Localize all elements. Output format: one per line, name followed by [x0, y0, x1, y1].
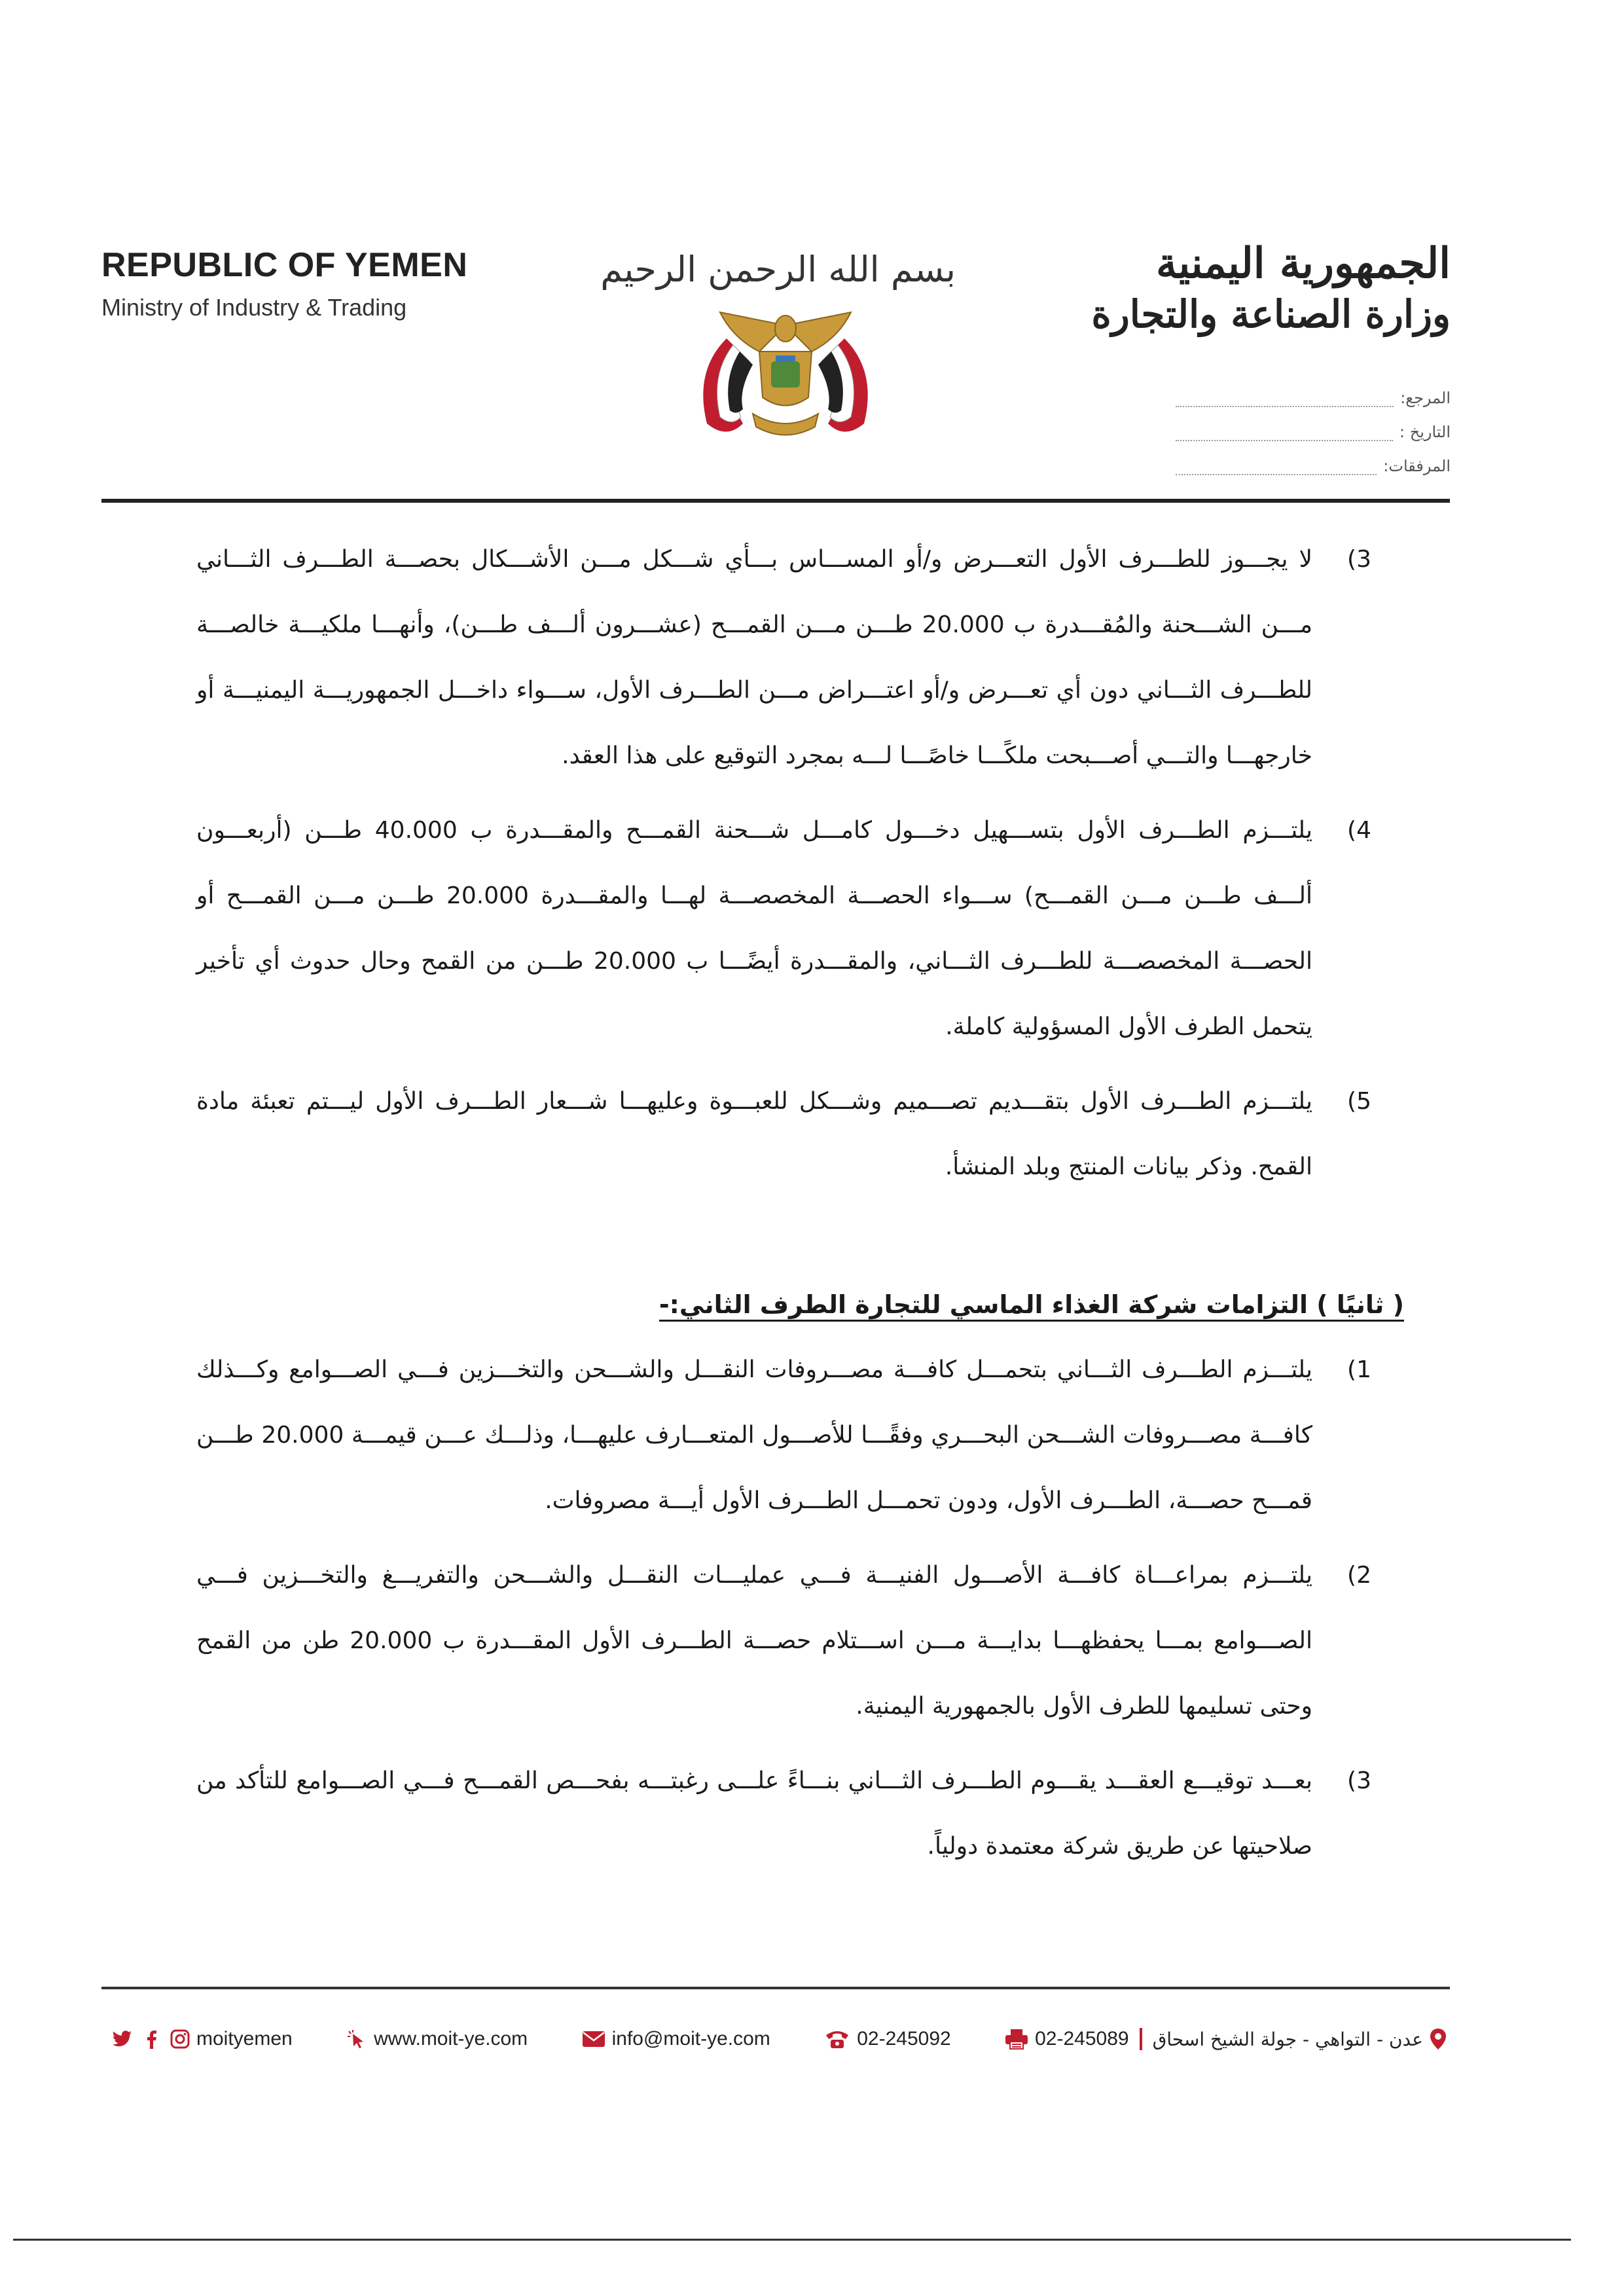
- phone-group: [818, 2028, 950, 2050]
- clause-item: [196, 1337, 1371, 1534]
- instagram-icon[interactable]: [170, 2029, 190, 2049]
- clause-text: لا يجـــوز للطـــرف الأول التعـــرض و/أو المســـاس بـــأي شـــكل مـــن الأشـــكال بحصـــة الطـــرف الثـــاني مـــن الشـــحنة والمُقـــدرة ب 20.000 طـــن مـــن القمـــح (عشـــرون ألـــف طـــن)، وأنهـــا ملكيـــة خالصـــة للطـــرف الثـــاني دون أي تعـــرض و/أو اعتـــراض مـــن الطـــرف الأول، ســـواء داخـــل الجمهوريـــة اليمنيـــة أو خارجهـــا والتـــي أصـــبحت ملكًـــا خاصًـــا لـــه بمجرد التوقيع على هذا العقد.: [196, 546, 1312, 769]
- twitter-icon[interactable]: [111, 2030, 132, 2048]
- facebook-icon[interactable]: [145, 2029, 157, 2049]
- footer-divider: [101, 1987, 1450, 1989]
- clause-text: بعـــد توقيـــع العقـــد يقـــوم الطـــرف الثـــاني بنـــاءً علـــى رغبتـــه بفحـــص القمـــح فـــي الصـــوامع للتأكد من صلاحيتها عن طريق شركة معتمدة دولياً.: [196, 1767, 1312, 1860]
- clause-number: 3): [1347, 546, 1371, 573]
- header-divider: [101, 499, 1450, 503]
- letterhead-center: [600, 249, 956, 456]
- email-link[interactable]: info@moit-ye.com: [611, 2028, 770, 2050]
- cursor-icon: [346, 2029, 367, 2050]
- phone-number[interactable]: 02-245092: [857, 2028, 951, 2050]
- clause-text: يلتـــزم الطـــرف الأول بتســـهيل دخـــول كامـــل شـــحنة القمـــح والمقـــدرة ب 40.000 طـــن (أربعـــون ألـــف طـــن مـــن القمـــح) ســـواء الحصـــة المخصصـــة لهـــا والمقـــدرة 20.000 طـــن مـــن القمـــح أو الحصـــة المخصصـــة للطـــرف الثـــاني، والمقـــدرة أيضًـــا ب 20.000 طـــن من القمح وحال حدوث أي تأخير يتحمل الطرف الأول المسؤولية كاملة.: [196, 817, 1313, 1040]
- clause-text: يلتـــزم الطـــرف الثـــاني بتحمـــل كافـــة مصـــروفات النقـــل والشـــحن والتخـــزين فـــي الصـــوامع وكـــذلك كافـــة مصـــروفات الشـــحن البحـــري وفقًـــا للأصـــول المتعـــارف عليهـــا، وذلـــك عـــن قيمـــة 20.000 طـــن قمـــح حصـــة، الطـــرف الأول، ودون تحمـــل الطـــرف الأول أيـــة مصروفات.: [196, 1356, 1313, 1514]
- location-pin-icon: [1430, 2028, 1447, 2050]
- clause-number: 1): [1347, 1356, 1371, 1383]
- ministry-name-ar: وزارة الصناعة والتجارة: [1091, 292, 1451, 336]
- ministry-name-en: Ministry of Industry & Trading: [101, 294, 407, 321]
- clause-item: [196, 1543, 1371, 1739]
- clause-number: 4): [1347, 817, 1371, 844]
- clause-text: يلتـــزم الطـــرف الأول بتقـــديم تصـــميم وشـــكل للعبـــوة وعليهـــا شـــعار الطـــرف الأول ليـــتم تعبئة مادة القمح. وذكر بيانات المنتج وبلد المنشأ.: [196, 1088, 1312, 1180]
- clause-text: يلتـــزم بمراعـــاة كافـــة الأصـــول الفنيـــة فـــي عمليـــات النقـــل والشـــحن والتفريـــغ والتخـــزين فـــي الصـــوامع بمـــا يحفظهـــا بدايـــة مـــن اســـتلام حصـــة الطـــرف الأول المقـــدرة ب 20.000 طن من القمح وحتى تسليمها للطرف الأول بالجمهورية اليمنية.: [196, 1562, 1312, 1720]
- attachments-row: [1176, 441, 1451, 475]
- email-icon: [582, 2031, 605, 2048]
- country-name-ar: الجمهورية اليمنية: [1156, 239, 1451, 288]
- reference-fields: [1176, 373, 1451, 475]
- clause-number: 5): [1347, 1088, 1371, 1115]
- reference-row: [1176, 373, 1451, 407]
- country-name-en: REPUBLIC OF YEMEN: [101, 246, 468, 284]
- footer-separator: [1140, 2028, 1142, 2050]
- clause-item: [196, 798, 1371, 1060]
- date-label: التاريخ :: [1399, 423, 1451, 441]
- fax-group: [998, 2028, 1453, 2050]
- social-handle[interactable]: moityemen: [196, 2028, 293, 2050]
- fax-number[interactable]: 02-245089: [1035, 2028, 1129, 2050]
- social-group: [105, 2028, 293, 2050]
- letterhead-arabic: [1084, 239, 1451, 336]
- email-group: [575, 2028, 770, 2050]
- letterhead-english: [101, 245, 560, 321]
- footer: [105, 2019, 1453, 2059]
- yemen-emblem-icon: [681, 299, 890, 456]
- clause-item: [196, 1748, 1371, 1879]
- basmala: بسم الله الرحمن الرحيم: [600, 249, 956, 290]
- document-body: [196, 527, 1404, 1888]
- attachments-label: المرفقات:: [1383, 457, 1451, 475]
- reference-label: المرجع:: [1400, 389, 1451, 407]
- date-row: [1176, 407, 1451, 441]
- clause-item: [196, 1069, 1371, 1200]
- clause-number: 3): [1347, 1767, 1371, 1794]
- website-link[interactable]: www.moit-ye.com: [374, 2028, 528, 2050]
- page-bottom-line: [13, 2239, 1571, 2241]
- fax-icon: [1005, 2029, 1028, 2050]
- phone-icon: [824, 2029, 850, 2050]
- address-text: عدن - التواهي - جولة الشيخ اسحاق: [1152, 2028, 1423, 2050]
- section-heading: ( ثانيًا ) التزامات شركة الغذاء الماسي للتجارة الطرف الثاني:-: [659, 1290, 1404, 1319]
- clause-number: 2): [1347, 1562, 1371, 1589]
- website-group: [340, 2028, 528, 2050]
- clause-item: [196, 527, 1371, 789]
